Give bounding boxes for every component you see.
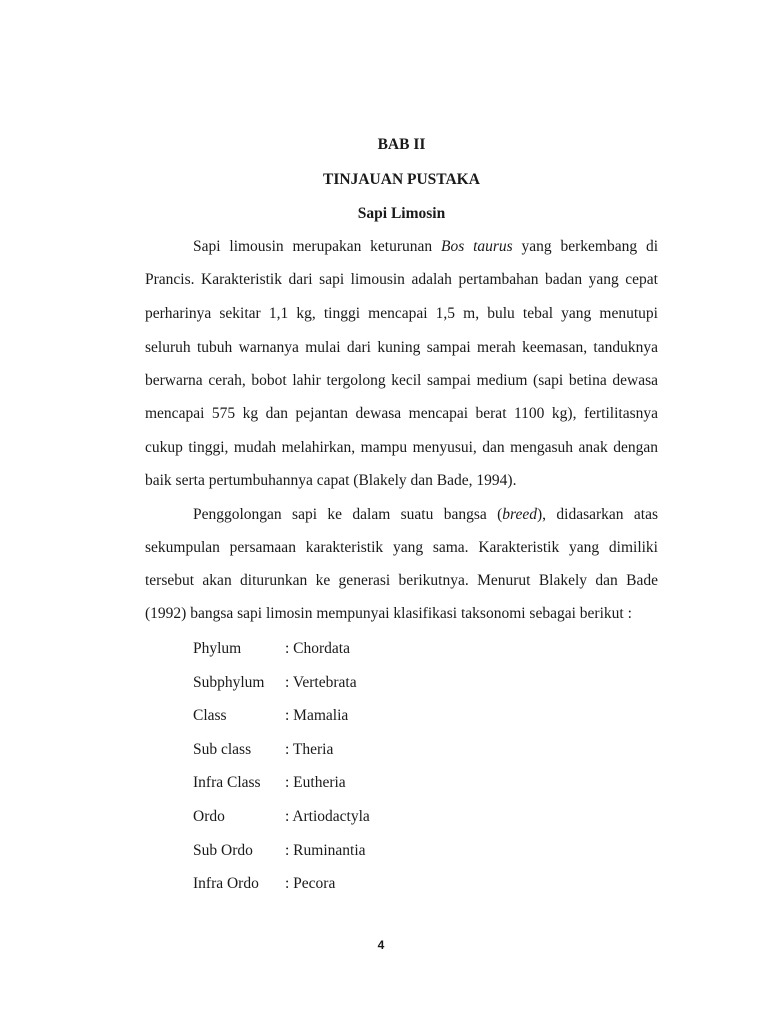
text-line: sekumpulan persamaan karakteristik yang sama. Karakteristik yang dimiliki bbox=[145, 539, 658, 556]
taxonomy-value: : Ruminantia bbox=[285, 842, 366, 859]
text-line: cukup tinggi, mudah melahirkan, mampu menyusui, dan mengasuh anak dengan bbox=[145, 439, 658, 456]
text-segment: Sapi limousin merupakan keturunan bbox=[193, 238, 441, 255]
text-line: berwarna cerah, bobot lahir tergolong kecil sampai medium (sapi betina dewasa bbox=[145, 372, 658, 389]
taxonomy-rank: Phylum bbox=[193, 640, 242, 657]
text-line: (1992) bangsa sapi limosin mempunyai klasifikasi taksonomi sebagai berikut : bbox=[145, 605, 632, 622]
text-segment: Penggolongan sapi ke dalam suatu bangsa ( bbox=[193, 506, 503, 523]
section-heading: Sapi Limosin bbox=[357, 205, 446, 222]
taxonomy-rank: Sub Ordo bbox=[193, 842, 253, 859]
taxonomy-value: : Chordata bbox=[285, 640, 350, 657]
taxonomy-value: : Pecora bbox=[285, 875, 336, 892]
italic-term: Bos taurus bbox=[440, 238, 513, 255]
text-segment: ), didasarkan atas bbox=[537, 506, 659, 523]
taxonomy-value: : Vertebrata bbox=[285, 674, 357, 691]
chapter-title: TINJAUAN PUSTAKA bbox=[323, 171, 480, 188]
taxonomy-rank: Subphylum bbox=[193, 674, 265, 691]
taxonomy-rank: Infra Class bbox=[193, 774, 261, 791]
text-line: tersebut akan diturunkan ke generasi berikutnya. Menurut Blakely dan Bade bbox=[145, 572, 658, 589]
taxonomy-value: : Eutheria bbox=[285, 774, 346, 791]
taxonomy-value: : Artiodactyla bbox=[285, 808, 370, 825]
taxonomy-value: : Mamalia bbox=[285, 707, 349, 724]
text-line: perharinya sekitar 1,1 kg, tinggi mencapai 1,5 m, bulu tebal yang menutupi bbox=[145, 305, 658, 322]
text-line: baik serta pertumbuhannya capat (Blakely dan Bade, 1994). bbox=[145, 472, 517, 489]
taxonomy-rank: Class bbox=[193, 707, 227, 724]
text-line bbox=[193, 237, 658, 257]
text-line: Prancis. Karakteristik dari sapi limousin adalah pertambahan badan yang cepat bbox=[145, 271, 658, 288]
taxonomy-rank: Ordo bbox=[193, 808, 225, 825]
text-line: mencapai 575 kg dan pejantan dewasa mencapai berat 1100 kg), fertilitasnya bbox=[145, 405, 658, 422]
chapter-heading: BAB II bbox=[377, 136, 426, 153]
taxonomy-rank: Infra Ordo bbox=[193, 875, 259, 892]
taxonomy-value: : Theria bbox=[285, 741, 334, 758]
text-segment: yang berkembang di bbox=[512, 238, 658, 255]
taxonomy-rank: Sub class bbox=[193, 741, 252, 758]
text-line: seluruh tubuh warnanya mulai dari kuning sampai merah keemasan, tanduknya bbox=[145, 339, 658, 356]
page-number: 4 bbox=[377, 938, 385, 952]
italic-term: breed bbox=[502, 506, 537, 523]
text-line bbox=[193, 505, 658, 525]
